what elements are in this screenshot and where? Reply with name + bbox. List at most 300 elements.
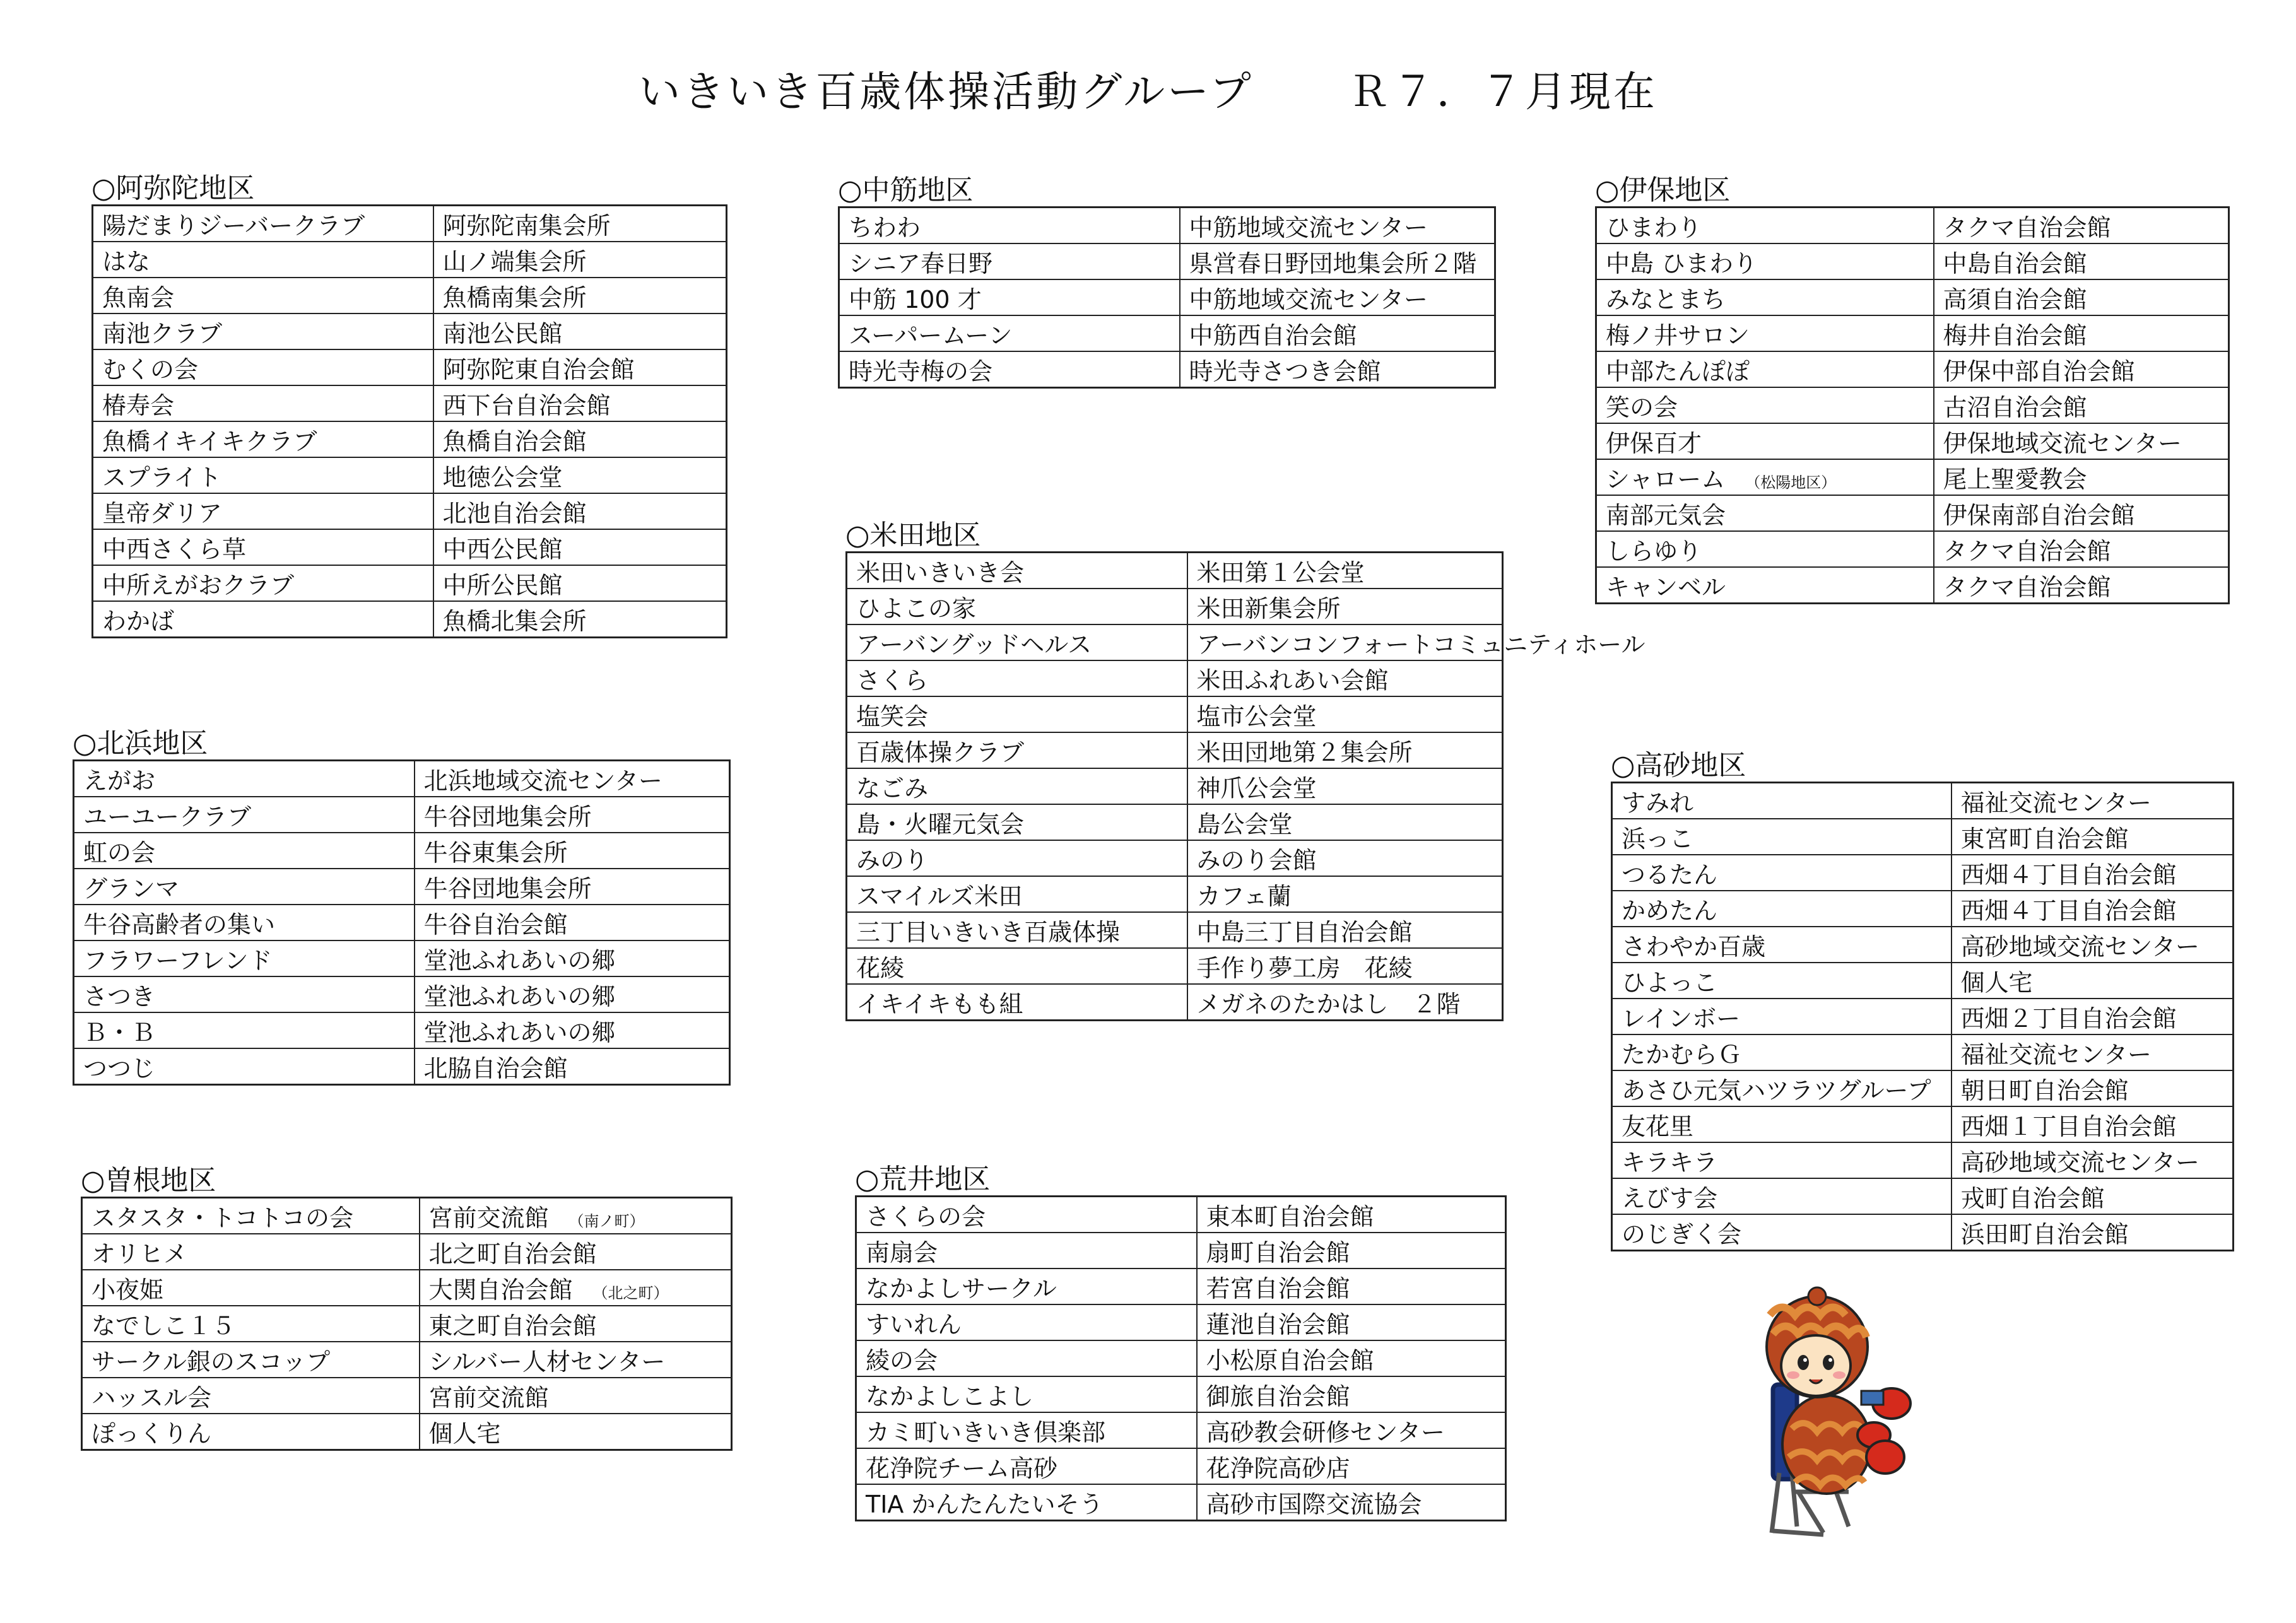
group-name: 中所えがおクラブ [102,571,295,599]
group-name-cell [93,601,433,638]
group-name: たかむらＧ [1622,1041,1742,1069]
venue-cell [433,457,727,493]
venue-cell [1187,696,1503,732]
venue-cell [1952,783,2234,819]
group-name: 南池クラブ [102,320,223,348]
group-name: 島・火曜元気会 [856,811,1025,838]
group-name: シャローム [1606,466,1726,493]
venue-name: 東之町自治会館 [428,1312,597,1340]
table-row [93,206,727,242]
venue-cell [1934,567,2229,604]
group-name: 皇帝ダリア [102,500,223,527]
group-name: 時光寺梅の会 [849,358,993,385]
district-title: ○米田地区 [845,519,981,551]
venue-name: 朝日町自治会館 [1960,1077,2129,1104]
venue-cell [1187,732,1503,768]
venue-name: 伊保地域交流センター [1943,430,2182,457]
venue-cell [1952,963,2234,999]
table-row [1612,1034,2234,1070]
group-name-cell [839,315,1180,351]
group-name-cell [1596,315,1934,351]
table-row [93,242,727,278]
group-name: ひよっこ [1622,969,1718,997]
group-name-cell [1596,495,1934,531]
group-name: 椿寿会 [102,392,175,419]
group-name: キラキラ [1622,1149,1718,1176]
table-row [856,1304,1506,1340]
table-row [1596,423,2229,459]
table-row [74,976,730,1012]
table-row [82,1306,732,1342]
table-row [74,833,730,869]
venue-cell [1934,531,2229,567]
table-row [1612,1142,2234,1178]
venue-name: 米田第１公会堂 [1196,559,1365,587]
district-iho [1595,167,2230,604]
venue-cell [1187,840,1503,876]
table-row [82,1414,732,1450]
venue-name: 西畑４丁目自治会館 [1960,861,2177,889]
table-row [1612,1106,2234,1142]
table-row [856,1233,1506,1269]
group-name: フラワーフレンド [83,947,273,975]
group-name-cell [847,696,1187,732]
venue-cell [1180,243,1495,279]
group-name: スーパームーン [849,322,1013,349]
group-name-cell [856,1448,1197,1484]
table-row [847,768,1503,804]
group-name: 魚南会 [102,284,175,312]
venue-cell [420,1378,732,1414]
group-name: キャンベル [1606,573,1726,601]
group-name-cell [74,1048,415,1085]
venue-cell [1934,387,2229,423]
venue-name: 堂池ふれあいの郷 [423,1019,616,1046]
group-name: 花綾 [856,954,905,982]
group-name-cell [93,493,433,529]
group-table [845,551,1645,1021]
venue-cell [1952,1142,2234,1178]
table-row [847,732,1503,768]
group-name-cell [74,976,415,1012]
venue-name: 高砂地域交流センター [1960,933,2199,961]
district-title: ○伊保地区 [1595,174,1731,206]
group-name: 中部たんぽぽ [1606,358,1750,385]
table-row [93,457,727,493]
venue-cell [1952,999,2234,1034]
table-row [847,804,1503,840]
venue-cell [1197,1340,1506,1376]
venue-name: 宮前交流館 [428,1384,549,1412]
group-name: 米田いきいき会 [856,559,1025,587]
table-row [82,1234,732,1270]
table-row [82,1198,732,1234]
venue-note: （北之町） [592,1284,669,1302]
venue-cell [420,1306,732,1342]
venue-cell [1952,891,2234,927]
table-row [856,1448,1506,1484]
group-name: 南扇会 [866,1239,938,1267]
table-row [856,1412,1506,1448]
group-name-cell [847,553,1187,589]
group-name: つるたん [1622,861,1718,889]
group-table [91,204,727,638]
venue-cell [1197,1448,1506,1484]
title-text: いきいき百歳体操活動グループ [639,67,1254,116]
group-name: サークル銀のスコップ [91,1348,331,1376]
venue-cell [415,1012,730,1048]
group-name: ちわわ [849,214,921,242]
venue-cell [1952,855,2234,891]
group-table [855,1195,1507,1521]
group-name-cell [1596,423,1934,459]
group-name-cell [74,833,415,869]
venue-name: 山ノ端集会所 [442,248,587,276]
venue-cell [1934,279,2229,315]
group-name-cell [1612,891,1952,927]
venue-name: 個人宅 [1960,969,2033,997]
group-name: 笑の会 [1606,394,1678,421]
venue-name: 北浜地域交流センター [423,767,662,795]
venue-name: タクマ自治会館 [1943,573,2111,601]
group-name-cell [1612,1142,1952,1178]
group-name-cell [856,1412,1197,1448]
venue-name: 魚橋南集会所 [442,284,587,312]
table-row [74,1048,730,1085]
group-name: 南部元気会 [1606,501,1726,529]
group-table [81,1197,733,1451]
table-row [847,840,1503,876]
group-name-cell [74,869,415,905]
venue-name: 個人宅 [428,1420,501,1448]
group-name-cell [1596,351,1934,387]
venue-cell [433,421,727,457]
venue-cell [433,313,727,349]
venue-cell [1197,1197,1506,1233]
group-name-cell [856,1269,1197,1304]
group-name-cell [1612,819,1952,855]
table-row [856,1484,1506,1521]
table-row [1612,855,2234,891]
venue-name: 高砂市国際交流協会 [1206,1491,1422,1518]
venue-name: 蓮池自治会館 [1206,1311,1350,1339]
venue-cell [1180,351,1495,388]
venue-name: 大関自治会館 [428,1276,573,1304]
venue-name: 塩市公会堂 [1196,703,1317,730]
group-name: のじぎく会 [1622,1221,1742,1248]
table-row [93,565,727,601]
table-row [74,940,730,976]
venue-name: 中島三丁目自治会館 [1196,918,1413,946]
group-name-cell [847,768,1187,804]
group-table [1595,206,2230,604]
venue-cell [1187,660,1503,696]
group-name-cell [82,1378,420,1414]
venue-name: 時光寺さつき会館 [1189,358,1381,385]
table-row [82,1342,732,1378]
group-name: 花浄院チーム高砂 [866,1455,1058,1482]
venue-name: シルバー人材センター [428,1348,666,1376]
venue-cell [1187,768,1503,804]
table-row [847,912,1503,948]
table-row [1612,783,2234,819]
table-row [839,208,1495,244]
venue-cell [1952,1070,2234,1106]
table-row [74,1012,730,1048]
venue-name: 御旅自治会館 [1206,1383,1350,1410]
group-name-cell [74,940,415,976]
group-name-cell [82,1198,420,1234]
table-row [74,797,730,833]
group-name: ひよこの家 [856,595,977,623]
table-row [93,529,727,565]
group-name-cell [82,1342,420,1378]
venue-cell [1187,984,1503,1021]
group-name: Ｂ・Ｂ [83,1019,156,1046]
group-name-cell [839,243,1180,279]
venue-name: 戎町自治会館 [1960,1185,2105,1212]
venue-name: 米田ふれあい会館 [1196,667,1389,694]
group-name: すいれん [866,1311,962,1339]
table-row [1612,1178,2234,1214]
group-name: スマイルズ米田 [856,882,1023,910]
venue-cell [1952,927,2234,963]
venue-cell [433,349,727,385]
group-name: 中島 ひまわり [1606,250,1758,278]
group-name: しらゆり [1606,537,1702,565]
group-name: さつき [83,983,156,1011]
venue-name: 魚橋北集会所 [442,607,587,635]
group-name-cell [847,948,1187,984]
group-name-cell [839,351,1180,388]
venue-cell [1180,208,1495,244]
district-title: ○荒井地区 [855,1163,991,1195]
venue-cell [420,1414,732,1450]
venue-name: 浜田町自治会館 [1960,1221,2129,1248]
venue-cell [1197,1304,1506,1340]
table-row [847,696,1503,732]
group-name-cell [93,242,433,278]
group-name-cell [93,529,433,565]
group-name: TIA かんたんたいそう [866,1491,1104,1518]
group-name: ひまわり [1606,214,1702,242]
venue-name: 高砂地域交流センター [1960,1149,2199,1176]
venue-cell [415,833,730,869]
table-row [839,279,1495,315]
group-name-cell [856,1340,1197,1376]
table-row [74,869,730,905]
venue-cell [1187,876,1503,912]
table-row [1596,351,2229,387]
table-row [847,589,1503,624]
group-name-cell [93,385,433,421]
venue-name: 古沼自治会館 [1943,394,2087,421]
venue-name: 中島自治会館 [1943,250,2087,278]
district-title: ○曽根地区 [81,1164,216,1197]
venue-name: 若宮自治会館 [1206,1275,1350,1303]
group-name: さくらの会 [866,1203,986,1231]
venue-name: 花浄院高砂店 [1206,1455,1350,1482]
group-name-cell [847,732,1187,768]
venue-name: 牛谷団地集会所 [423,875,592,903]
venue-name: 小松原自治会館 [1206,1347,1374,1374]
group-name-cell [1596,459,1934,495]
table-row [1596,459,2229,495]
group-name-cell [93,457,433,493]
table-row [1612,999,2234,1034]
group-name: えびす会 [1622,1185,1718,1212]
group-name-cell [74,1012,415,1048]
group-name: さくら [856,667,929,694]
table-row [856,1269,1506,1304]
venue-name: 福祉交流センター [1960,1041,2152,1069]
group-name: むくの会 [102,356,199,384]
group-name-cell [1612,1070,1952,1106]
table-row [1612,1070,2234,1106]
group-name-cell [93,565,433,601]
group-name: つつじ [83,1055,156,1082]
table-row [856,1197,1506,1233]
table-row [839,351,1495,388]
venue-cell [1934,423,2229,459]
venue-cell [433,278,727,313]
group-name: すみれ [1622,789,1694,817]
group-name-cell [1596,567,1934,604]
venue-name: タクマ自治会館 [1943,214,2111,242]
venue-name: みのり会館 [1196,847,1317,874]
table-row [82,1270,732,1306]
venue-cell [1934,459,2229,495]
venue-cell [1934,315,2229,351]
venue-cell [1197,1376,1506,1412]
venue-name: アーバンコンフォートコミュニティホール [1196,631,1645,659]
table-row [93,601,727,638]
mascot-illustration [1754,1284,1918,1536]
venue-name: 阿弥陀南集会所 [442,212,611,240]
venue-cell [1180,279,1495,315]
group-name: なかよしサークル [866,1275,1057,1303]
group-name: なかよしこよし [866,1383,1034,1410]
table-row [74,905,730,940]
district-kitahama [73,720,731,1086]
venue-cell [433,206,727,242]
venue-name: 中筋西自治会館 [1189,322,1357,349]
district-arai [855,1156,1507,1521]
venue-cell [1952,1178,2234,1214]
venue-cell [433,565,727,601]
group-name: 三丁目いきいき百歳体操 [856,918,1121,946]
group-name: 牛谷高齢者の集い [83,911,276,939]
district-title: ○北浜地区 [73,727,208,759]
group-name: 友花里 [1622,1113,1694,1140]
venue-name: 中所公民館 [442,571,563,599]
venue-name: 東本町自治会館 [1206,1203,1374,1231]
group-name: シニア春日野 [849,250,993,278]
group-name-cell [1612,1106,1952,1142]
venue-cell [433,493,727,529]
table-row [847,876,1503,912]
venue-cell [1197,1233,1506,1269]
group-name: 虹の会 [83,839,156,867]
table-row [1596,315,2229,351]
table-row [847,660,1503,696]
group-name-cell [856,1304,1197,1340]
venue-cell [1952,1214,2234,1251]
group-name-cell [93,421,433,457]
group-name-cell [1612,999,1952,1034]
table-row [1612,819,2234,855]
as-of-date: Ｒ７．７月現在 [1348,67,1657,116]
table-row [1612,963,2234,999]
group-name-cell [74,905,415,940]
venue-name: 南池公民館 [442,320,563,348]
venue-cell [1187,624,1645,660]
group-name-cell [74,761,415,797]
group-name-cell [1612,1214,1952,1251]
group-name: 中筋 100 才 [849,286,982,313]
venue-cell [420,1234,732,1270]
group-name-cell [1596,531,1934,567]
venue-name: カフェ蘭 [1196,882,1292,910]
venue-name: 堂池ふれあいの郷 [423,947,616,975]
district-title: ○高砂地区 [1611,749,1746,782]
venue-cell [1187,589,1503,624]
venue-name: 手作り夢工房 花綾 [1196,954,1413,982]
district-sone [81,1157,733,1451]
venue-name: 阿弥陀東自治会館 [442,356,635,384]
venue-cell [1197,1269,1506,1304]
venue-name: 西畑１丁目自治会館 [1960,1113,2177,1140]
group-table [838,206,1496,389]
group-name: 百歳体操クラブ [856,739,1025,766]
venue-name: 県営春日野団地集会所２階 [1189,250,1477,278]
group-name-cell [856,1484,1197,1521]
group-name-cell [1612,855,1952,891]
venue-name: 中西公民館 [442,536,563,563]
table-row [93,385,727,421]
group-name-cell [847,984,1187,1021]
table-row [839,315,1495,351]
group-name: あさひ元気ハツラツグループ [1622,1077,1931,1104]
table-row [74,761,730,797]
group-name-cell [82,1270,420,1306]
group-name: 伊保百才 [1606,430,1702,457]
venue-name: 尾上聖愛教会 [1943,466,2087,493]
group-name-cell [847,804,1187,840]
venue-name: 西畑２丁目自治会館 [1960,1005,2177,1033]
venue-cell [1187,948,1503,984]
group-name-cell [847,876,1187,912]
group-name-cell [1612,1178,1952,1214]
table-row [1596,279,2229,315]
venue-name: 米田新集会所 [1196,595,1341,623]
table-row [1596,567,2229,604]
table-row [1596,387,2229,423]
group-name-cell [1612,1034,1952,1070]
group-name-cell [847,912,1187,948]
venue-note: （南ノ町） [568,1212,645,1230]
group-name-cell [856,1376,1197,1412]
group-name-cell [1612,963,1952,999]
venue-cell [415,761,730,797]
group-name: 塩笑会 [856,703,929,730]
venue-name: 北脇自治会館 [423,1055,568,1082]
table-row [839,243,1495,279]
table-row [1612,927,2234,963]
venue-name: 高砂教会研修センター [1206,1419,1445,1446]
venue-cell [415,940,730,976]
group-name-cell [93,278,433,313]
